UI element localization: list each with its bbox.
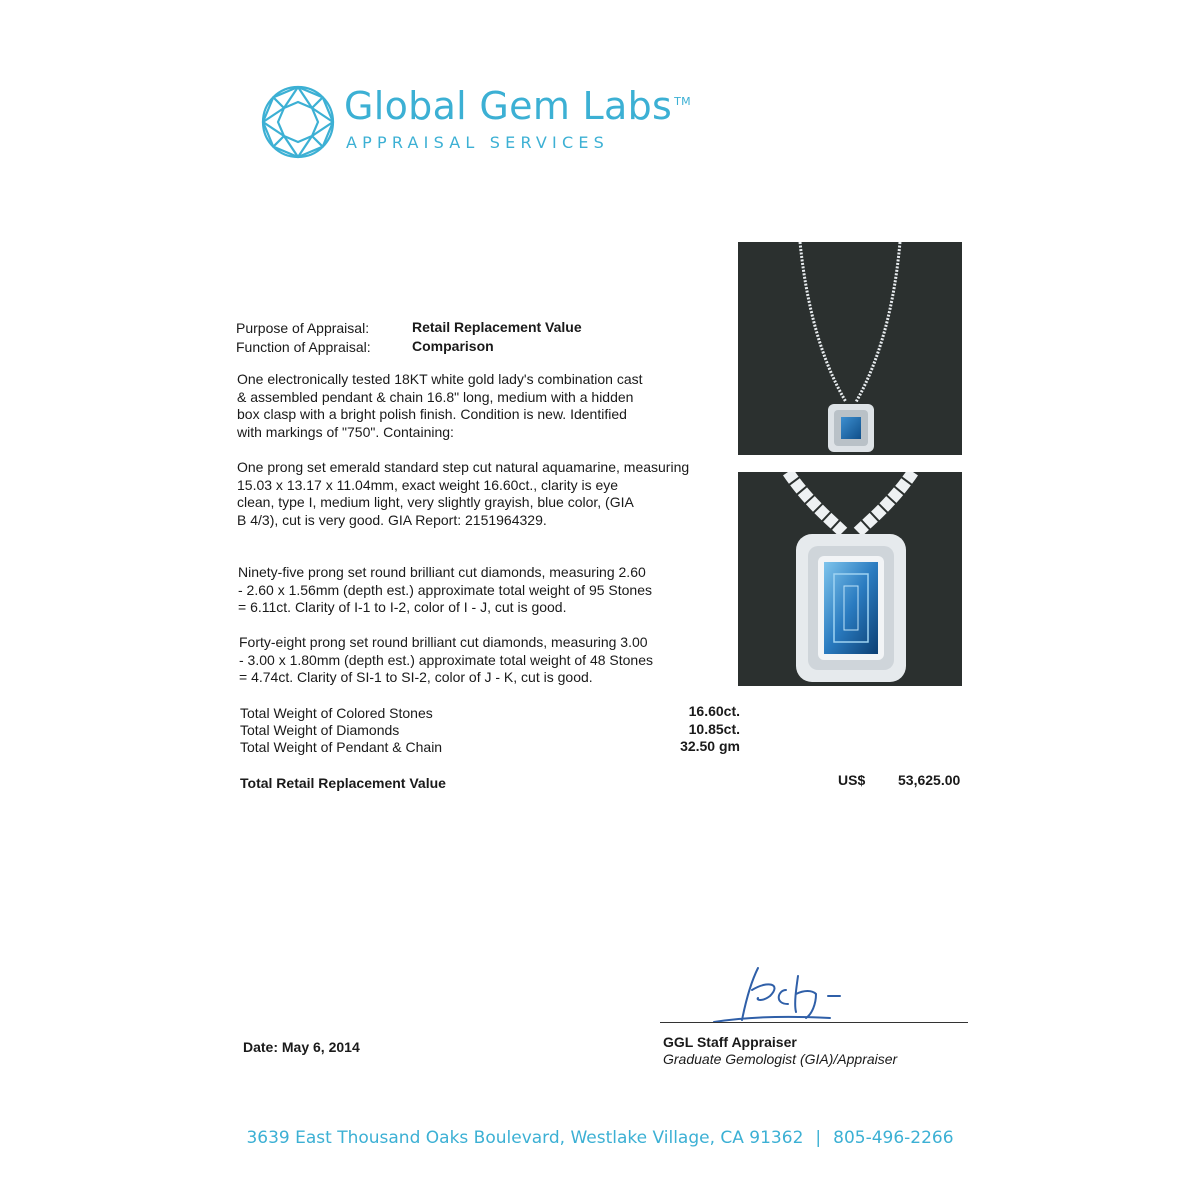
description-line: = 6.11ct. Clarity of I-1 to I-2, color of I - J, cut is good. <box>238 599 567 615</box>
purpose-value: Retail Replacement Value <box>412 319 582 335</box>
description-line: clean, type I, medium light, very slightly grayish, blue color, (GIA <box>237 494 634 510</box>
footer-contact <box>0 1128 1200 1148</box>
total-colored-stones-value: 16.60ct. <box>688 703 740 719</box>
appraiser-title: GGL Staff Appraiser <box>663 1034 797 1050</box>
brand-name-text: Global Gem Labs <box>344 84 673 128</box>
description-line: One prong set emerald standard step cut natural aquamarine, measuring <box>237 459 690 475</box>
footer-address: 3639 East Thousand Oaks Boulevard, Westlake Village, CA 91362 <box>246 1128 804 1148</box>
total-colored-stones-label: Total Weight of Colored Stones <box>240 705 433 721</box>
total-diamonds-label: Total Weight of Diamonds <box>240 722 400 738</box>
brand-name <box>344 84 691 128</box>
purpose-label: Purpose of Appraisal: <box>236 320 370 336</box>
appraiser-signature <box>712 960 862 1026</box>
brand-trademark: TM <box>674 95 691 109</box>
footer-phone: 805-496-2266 <box>833 1128 954 1148</box>
description-paragraph-aquamarine <box>237 459 737 529</box>
description-paragraph-setting <box>237 371 707 441</box>
description-line: with markings of "750". Containing: <box>237 423 454 440</box>
description-line: - 2.60 x 1.56mm (depth est.) approximate total weight of 95 Stones <box>238 581 652 598</box>
retail-amount: 53,625.00 <box>898 772 961 788</box>
signature-line <box>660 1022 968 1023</box>
retail-currency: US$ <box>838 772 866 788</box>
footer-separator: | <box>815 1128 822 1148</box>
pendant-closeup-photo <box>738 472 962 686</box>
description-line: = 4.74ct. Clarity of SI-1 to SI-2, color of J - K, cut is good. <box>239 669 593 685</box>
description-line: Forty-eight prong set round brilliant cut diamonds, measuring 3.00 <box>239 634 648 650</box>
description-line: 15.03 x 13.17 x 11.04mm, exact weight 16.60ct., clarity is eye <box>237 476 619 493</box>
description-line: Ninety-five prong set round brilliant cut diamonds, measuring 2.60 <box>238 564 646 580</box>
pendant-illustration <box>738 472 962 686</box>
total-pendant-chain-label: Total Weight of Pendant & Chain <box>240 739 443 755</box>
appraisal-date: Date: May 6, 2014 <box>243 1039 360 1055</box>
description-line: box clasp with a bright polish finish. Condition is new. Identified <box>237 406 627 422</box>
total-pendant-chain-value: 32.50 gm <box>680 738 740 754</box>
description-line: - 3.00 x 1.80mm (depth est.) approximate total weight of 48 Stones <box>239 651 653 668</box>
description-line: & assembled pendant & chain 16.8" long, medium with a hidden <box>237 388 634 405</box>
function-value: Comparison <box>412 338 494 354</box>
brand-subtitle: APPRAISAL SERVICES <box>346 133 609 152</box>
gem-outline-icon <box>260 84 336 160</box>
appraiser-credentials: Graduate Gemologist (GIA)/Appraiser <box>663 1051 898 1067</box>
description-line: One electronically tested 18KT white gold lady's combination cast <box>237 371 643 387</box>
retail-value-label: Total Retail Replacement Value <box>240 775 446 791</box>
description-line: B 4/3), cut is very good. GIA Report: 2151964329. <box>237 511 547 528</box>
necklace-photo <box>738 242 962 455</box>
necklace-illustration <box>738 242 962 455</box>
description-paragraph-diamonds-95 <box>238 564 708 617</box>
description-paragraph-diamonds-48 <box>239 634 709 687</box>
function-label: Function of Appraisal: <box>236 339 371 355</box>
total-diamonds-value: 10.85ct. <box>688 721 740 737</box>
